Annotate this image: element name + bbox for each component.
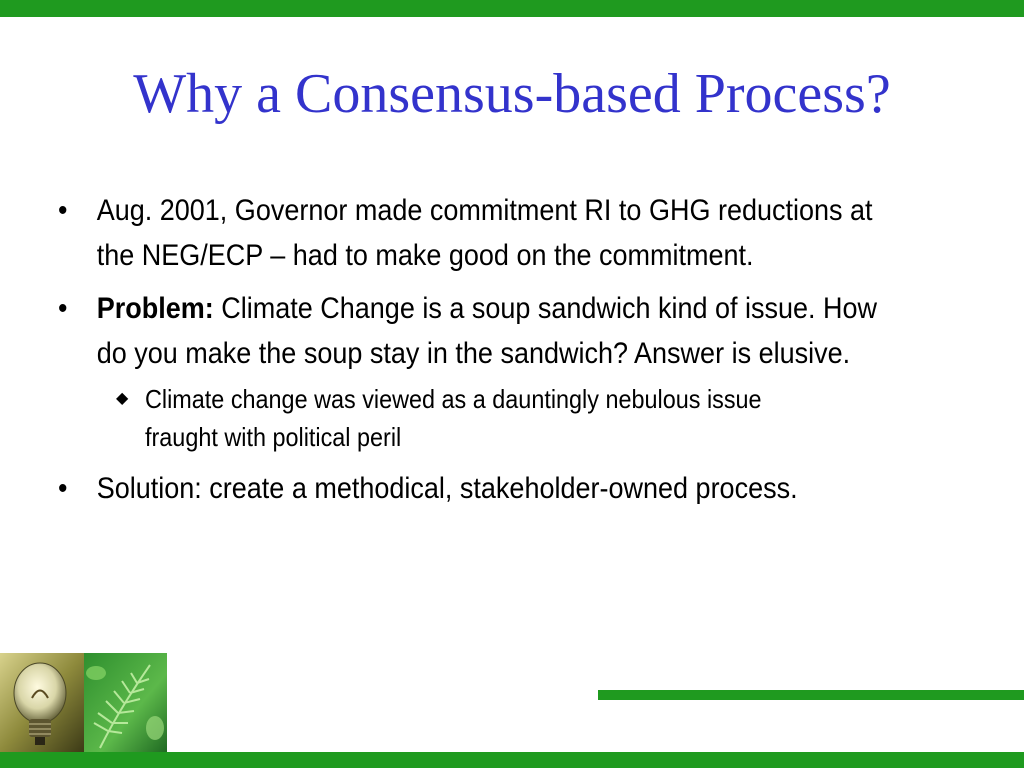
bullet-text: Climate Change is a soup sandwich kind of issue. How do you make the soup stay in the sandwich? Answer is elusive.	[96, 292, 878, 370]
sub-bullet-item	[58, 380, 1024, 456]
bullet-text-wrapper	[97, 286, 907, 376]
top-green-bar	[0, 0, 1024, 17]
sub-bullet-text: Climate change was viewed as a dauntingly nebulous issue fraught with political peril	[145, 384, 762, 452]
bullet-bold-prefix: Problem:	[96, 292, 214, 325]
bullet-text: Solution: create a methodical, stakeholder-owned process.	[96, 472, 798, 505]
diamond-bullet-icon: ◆	[116, 390, 129, 407]
right-green-bar	[598, 690, 1024, 700]
slide-title: Why a Consensus-based Process?	[133, 63, 891, 125]
bullet-list	[58, 188, 958, 519]
bullet-item	[58, 466, 979, 511]
bottom-green-bar	[0, 752, 1024, 768]
bullet-icon: •	[58, 292, 68, 325]
bullet-text: Aug. 2001, Governor made commitment RI to GHG reductions at the NEG/ECP – had to make good on the commitment.	[96, 194, 873, 272]
lightbulb-fern-image	[0, 653, 167, 752]
bullet-item	[58, 286, 979, 376]
bullet-item	[58, 188, 979, 278]
bullet-icon: •	[58, 472, 68, 505]
bullet-icon: •	[58, 194, 68, 227]
lightbulb-fern-illustration	[0, 653, 167, 752]
